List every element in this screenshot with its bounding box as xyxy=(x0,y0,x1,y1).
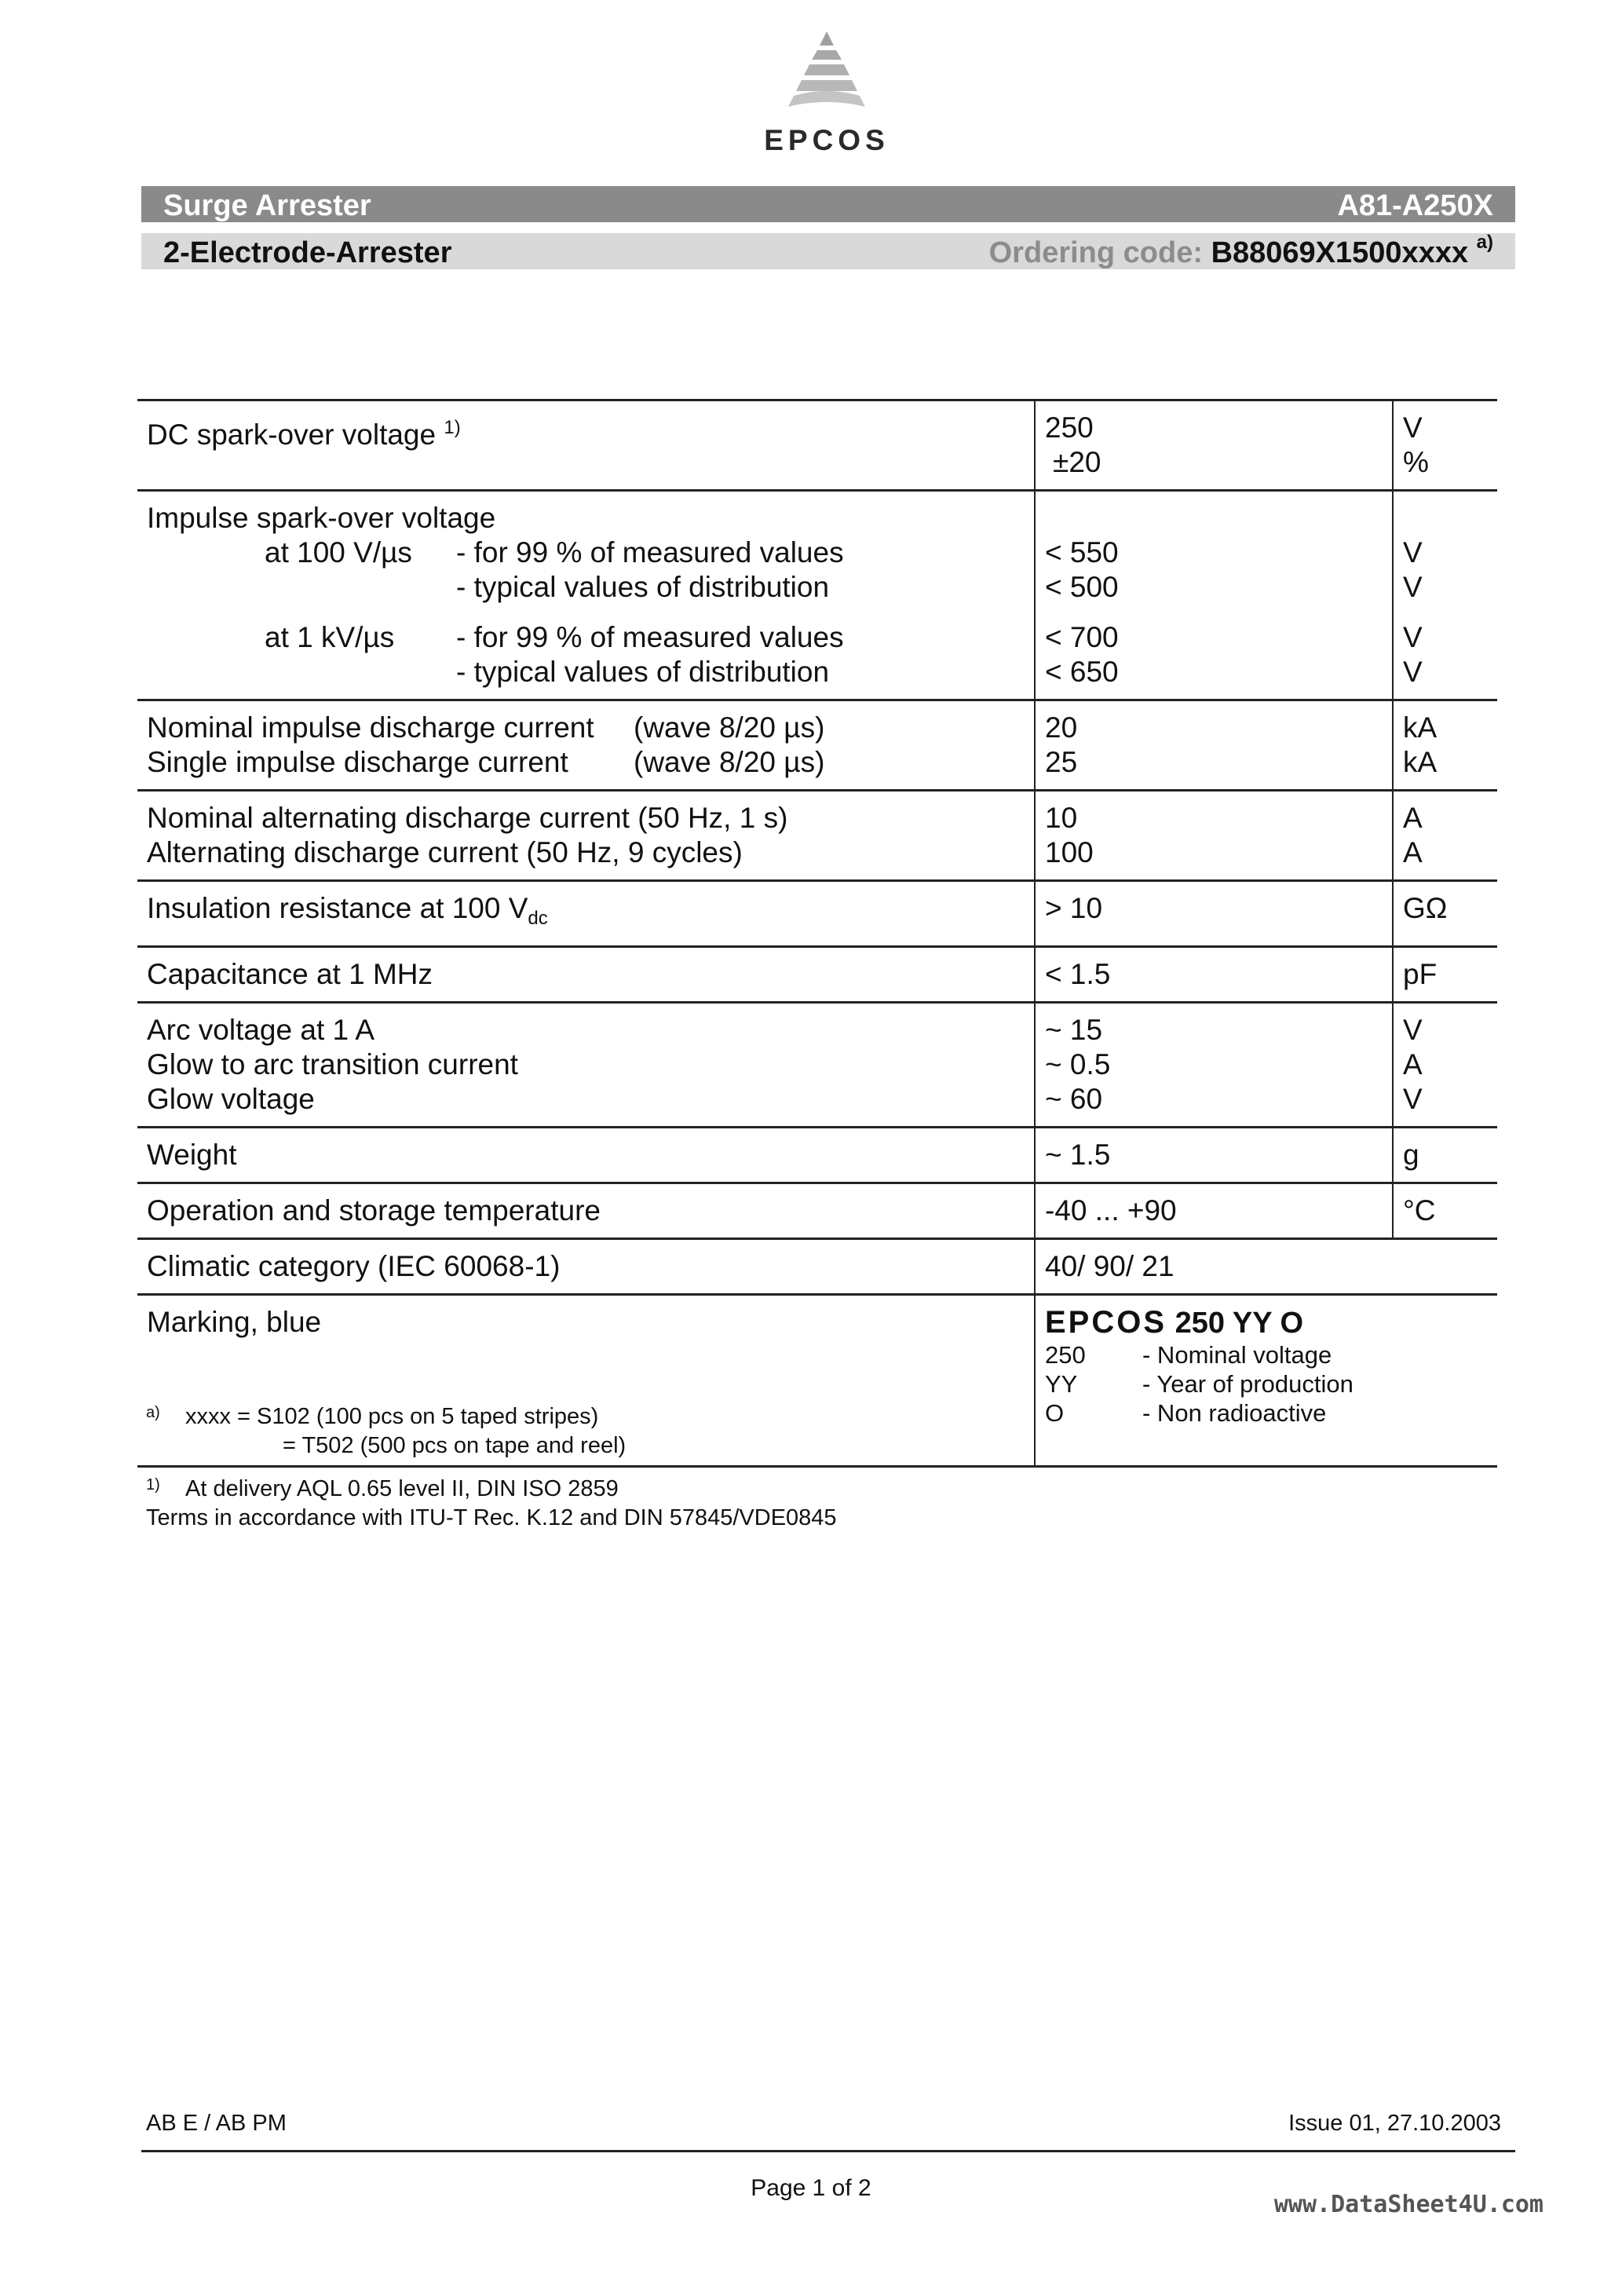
impulse-unit: V xyxy=(1403,656,1423,688)
marking-brand: EPCOS xyxy=(1045,1305,1167,1340)
impulse-unit: V xyxy=(1403,571,1423,603)
alternating-ac-label: Alternating discharge current (50 Hz, 9 cycles) xyxy=(147,836,743,868)
insulation-unit: GΩ xyxy=(1403,892,1448,924)
dc-sparkover-label: DC spark-over voltage xyxy=(147,419,437,451)
arc-voltage-unit: V xyxy=(1403,1014,1423,1046)
arc-voltage-value: ~ 15 xyxy=(1045,1014,1103,1046)
climatic-value: 40/ 90/ 21 xyxy=(1045,1250,1174,1282)
marking-desc: - Nominal voltage xyxy=(1142,1341,1332,1369)
alternating-ac-value: 100 xyxy=(1045,836,1094,868)
single-impulse-label: Single impulse discharge current xyxy=(147,746,568,778)
impulse-unit: V xyxy=(1403,621,1423,653)
temperature-value: -40 ... +90 xyxy=(1045,1194,1177,1227)
ordering-code-block xyxy=(988,232,1493,270)
dc-sparkover-unit: V xyxy=(1403,411,1423,444)
weight-label: Weight xyxy=(147,1139,237,1171)
marking-code-line xyxy=(1045,1305,1497,1340)
glow-voltage-value: ~ 60 xyxy=(1045,1083,1103,1115)
nominal-ac-label: Nominal alternating discharge current (50 Hz, 1 s) xyxy=(147,802,788,834)
part-number: A81-A250X xyxy=(1337,189,1493,222)
nominal-impulse-unit: kA xyxy=(1403,711,1438,744)
footer-department: AB E / AB PM xyxy=(146,2111,287,2136)
nominal-ac-unit: A xyxy=(1403,802,1423,834)
spec-table xyxy=(137,399,1497,1468)
table-row xyxy=(137,1239,1497,1295)
glow-arc-unit: A xyxy=(1403,1048,1423,1080)
ordering-code: B88069X1500xxxx xyxy=(1211,236,1469,269)
marking-label: Marking, blue xyxy=(147,1306,322,1338)
table-row xyxy=(137,791,1497,881)
table-row xyxy=(137,1003,1497,1128)
single-impulse-value: 25 xyxy=(1045,746,1078,778)
insulation-label: Insulation resistance at 100 V xyxy=(147,892,528,924)
impulse-unit: V xyxy=(1403,536,1423,569)
capacitance-label: Capacitance at 1 MHz xyxy=(147,958,433,990)
terms-text: Terms in accordance with ITU-T Rec. K.12 and DIN 57845/VDE0845 xyxy=(146,1505,837,1530)
climatic-label: Climatic category (IEC 60068-1) xyxy=(147,1250,561,1282)
table-row xyxy=(137,400,1497,491)
product-subtitle: 2-Electrode-Arrester xyxy=(163,236,452,269)
page-number: Page 1 of 2 xyxy=(751,2175,871,2201)
impulse-value: < 700 xyxy=(1045,621,1119,653)
ordering-footnote-mark: a) xyxy=(1476,232,1493,253)
nominal-impulse-value: 20 xyxy=(1045,711,1078,744)
footnote-mark: a) xyxy=(146,1404,160,1421)
arc-voltage-label: Arc voltage at 1 A xyxy=(147,1014,375,1046)
impulse-value: < 550 xyxy=(1045,536,1119,569)
capacitance-unit: pF xyxy=(1403,958,1438,990)
weight-unit: g xyxy=(1403,1139,1419,1171)
condition-label: - for 99 % of measured values xyxy=(456,621,844,653)
subtitle-band xyxy=(141,233,1515,269)
wave-label: (wave 8/20 µs) xyxy=(634,711,825,744)
marking-key: 250 xyxy=(1045,1341,1086,1369)
capacitance-value: < 1.5 xyxy=(1045,958,1111,990)
insulation-subscript: dc xyxy=(528,908,548,929)
footnote-text: = T502 (500 pcs on tape and reel) xyxy=(283,1433,627,1458)
table-row xyxy=(137,1128,1497,1183)
footer-issue: Issue 01, 27.10.2003 xyxy=(1288,2111,1501,2136)
impulse-value: < 650 xyxy=(1045,656,1119,688)
logo-wordmark: EPCOS xyxy=(764,124,890,156)
rate-label: at 1 kV/µs xyxy=(265,621,395,653)
temperature-unit: °C xyxy=(1403,1194,1436,1227)
marking-key: O xyxy=(1045,1399,1065,1427)
table-row xyxy=(137,1183,1497,1239)
temperature-label: Operation and storage temperature xyxy=(147,1194,601,1227)
table-row xyxy=(137,491,1497,700)
table-row xyxy=(137,700,1497,791)
table-row xyxy=(137,947,1497,1003)
single-impulse-unit: kA xyxy=(1403,746,1438,778)
glow-arc-value: ~ 0.5 xyxy=(1045,1048,1111,1080)
dc-tolerance-unit: % xyxy=(1403,446,1429,478)
glow-voltage-unit: V xyxy=(1403,1083,1423,1115)
glow-arc-label: Glow to arc transition current xyxy=(147,1048,518,1080)
footnote-text: xxxx = S102 (100 pcs on 5 taped stripes) xyxy=(185,1404,599,1429)
rate-label: at 100 V/µs xyxy=(265,536,412,569)
insulation-value: > 10 xyxy=(1045,892,1103,924)
footnotes xyxy=(146,1402,837,1533)
condition-label: - typical values of distribution xyxy=(456,656,830,688)
alternating-ac-unit: A xyxy=(1403,836,1423,868)
epcos-logo xyxy=(754,31,900,157)
epcos-pyramid-icon xyxy=(779,31,875,118)
condition-label: - typical values of distribution xyxy=(456,571,830,603)
weight-value: ~ 1.5 xyxy=(1045,1139,1111,1171)
title-band xyxy=(141,186,1515,222)
impulse-sparkover-label: Impulse spark-over voltage xyxy=(147,502,496,534)
footnote-mark: 1) xyxy=(444,417,461,438)
condition-label: - for 99 % of measured values xyxy=(456,536,844,569)
footer-divider xyxy=(141,2150,1515,2152)
marking-key: YY xyxy=(1045,1370,1078,1398)
product-title: Surge Arrester xyxy=(163,189,371,222)
impulse-value: < 500 xyxy=(1045,571,1119,603)
nominal-impulse-label: Nominal impulse discharge current xyxy=(147,711,594,744)
ordering-code-label: Ordering code: xyxy=(988,236,1203,269)
wave-label: (wave 8/20 µs) xyxy=(634,746,825,778)
marking-code: 250 YY O xyxy=(1174,1307,1304,1340)
watermark: www.DataSheet4U.com xyxy=(1273,2191,1543,2218)
footnote-mark: 1) xyxy=(146,1476,160,1493)
dc-tolerance-value: 20 xyxy=(1069,446,1101,478)
marking-desc: - Non radioactive xyxy=(1142,1399,1327,1427)
dc-sparkover-value: 250 xyxy=(1045,411,1094,444)
marking-desc: - Year of production xyxy=(1142,1370,1353,1398)
nominal-ac-value: 10 xyxy=(1045,802,1078,834)
table-row xyxy=(137,881,1497,947)
footnote-text: At delivery AQL 0.65 level II, DIN ISO 2859 xyxy=(185,1476,619,1501)
tolerance-sign: ± xyxy=(1053,446,1069,478)
glow-voltage-label: Glow voltage xyxy=(147,1083,315,1115)
